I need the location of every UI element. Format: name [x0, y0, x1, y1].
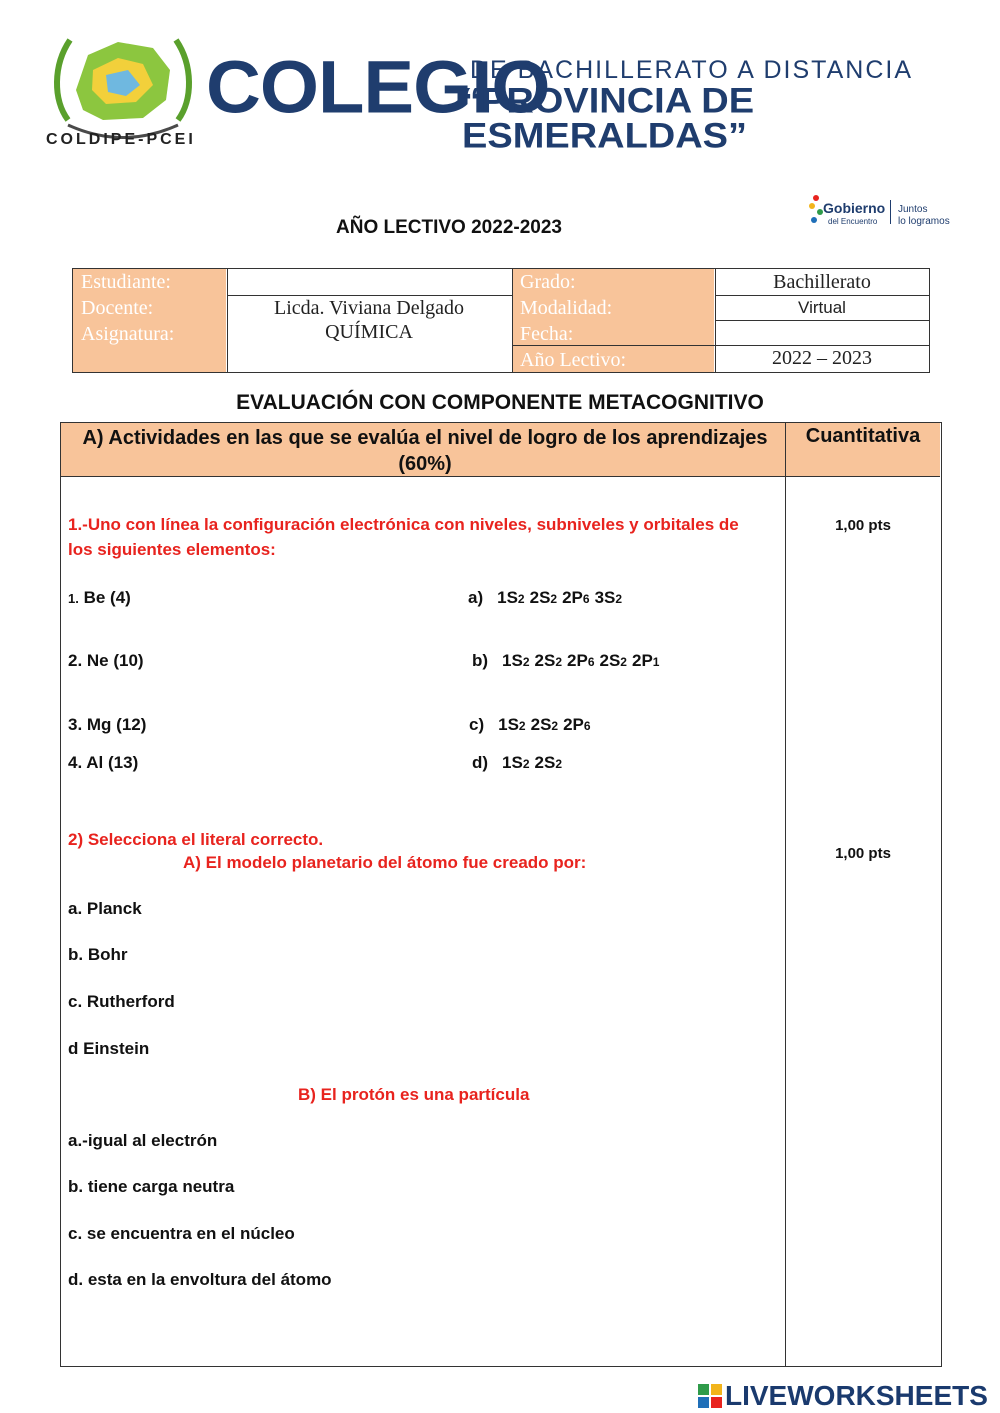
- q1-option-d[interactable]: [472, 753, 567, 773]
- label-grado: Grado:: [520, 271, 576, 293]
- q1-points: 1,00 pts: [835, 517, 891, 534]
- option-letter: b): [472, 651, 489, 670]
- q1-prompt: 1.-Uno con línea la configuración electrónica con niveles, subniveles y orbitales de los siguientes elementos:: [68, 515, 739, 559]
- q2-points: 1,00 pts: [835, 845, 891, 862]
- modality-value: Virtual: [798, 298, 846, 317]
- header-score: Cuantitativa: [805, 425, 921, 447]
- label-ano-lectivo: Año Lectivo:: [520, 349, 627, 371]
- orbital-term: 1S2: [502, 753, 530, 772]
- label-asignatura: Asignatura:: [81, 323, 175, 345]
- orbital-term: 2S2: [530, 715, 559, 734]
- q2a-answer-c[interactable]: c. Rutherford: [68, 992, 175, 1011]
- gov-logo-text: Gobierno: [823, 200, 886, 216]
- government-logo: [808, 190, 958, 232]
- orbital-term: 3S2: [594, 588, 623, 607]
- q2-sub-b: B) El protón es una partícula: [298, 1085, 530, 1104]
- option-letter: a): [468, 588, 484, 607]
- logo-caption: COLDIPE-PCEI: [46, 131, 196, 148]
- gov-logo-sub: del Encuentro: [828, 217, 878, 226]
- evaluation-title: EVALUACIÓN CON COMPONENTE METACOGNITIVO: [236, 391, 764, 414]
- school-subtitle: DE BACHILLERATO A DISTANCIA: [470, 56, 914, 84]
- subject-value: QUÍMICA: [325, 321, 413, 343]
- q2b-answer-b[interactable]: b. tiene carga neutra: [68, 1177, 235, 1196]
- orbital-term: 2S2: [534, 651, 563, 670]
- gov-star-icon: [808, 192, 824, 226]
- q1-option-b[interactable]: [472, 651, 664, 671]
- q1-element-3[interactable]: 3. Mg (12): [68, 715, 147, 734]
- label-docente: Docente:: [81, 297, 154, 319]
- student-info-table: [72, 268, 930, 373]
- q2b-answer-d[interactable]: d. esta en la envoltura del átomo: [68, 1270, 332, 1289]
- left-labels-cell: [73, 269, 226, 372]
- q1-option-a[interactable]: [468, 588, 627, 608]
- label-fecha: Fecha:: [520, 323, 574, 345]
- orbital-term: 1S2: [497, 588, 525, 607]
- gov-slogan-2: lo logramos: [898, 216, 950, 227]
- teacher-value: Licda. Viviana Delgado: [273, 297, 465, 319]
- q1-element-2[interactable]: 2. Ne (10): [68, 651, 144, 670]
- orbital-term: 2S2: [599, 651, 627, 670]
- orbital-term: 1S2: [502, 651, 530, 670]
- q1-option-c[interactable]: [469, 715, 596, 735]
- orbital-term: 2S2: [529, 588, 558, 607]
- q2-sub-a: A) El modelo planetario del átomo fue creado por:: [183, 853, 587, 872]
- school-year-title: AÑO LECTIVO 2022-2023: [336, 217, 562, 238]
- label-estudiante: Estudiante:: [81, 271, 171, 293]
- q2a-answer-b[interactable]: b. Bohr: [68, 945, 128, 964]
- q1-element-4[interactable]: 4. Al (13): [68, 753, 139, 772]
- header-activities: A) Actividades en las que se evalúa el nivel de logro de los aprendizajes (60%): [82, 427, 768, 475]
- liveworksheets-logo: [698, 1380, 988, 1412]
- school-year-value: 2022 – 2023: [772, 347, 872, 369]
- grade-value: Bachillerato: [773, 271, 871, 293]
- q2b-answer-c[interactable]: c. se encuentra en el núcleo: [68, 1224, 295, 1243]
- option-letter: d): [472, 753, 489, 772]
- school-title-colegio: COLEGIO: [206, 45, 550, 130]
- orbital-term: 2P1: [631, 651, 660, 670]
- label-modalidad: Modalidad:: [520, 297, 613, 319]
- q2a-answer-d[interactable]: d Einstein: [68, 1039, 150, 1058]
- liveworksheets-icon: [698, 1384, 722, 1408]
- option-letter: c): [469, 715, 485, 734]
- q2a-answer-a[interactable]: a. Planck: [68, 899, 142, 918]
- orbital-term: 1S2: [498, 715, 526, 734]
- q1-element-1[interactable]: 1. Be (4): [68, 588, 131, 607]
- q2-prompt: 2) Selecciona el literal correcto.: [68, 830, 324, 849]
- orbital-term: 2S2: [534, 753, 563, 772]
- school-name: “PROVINCIA DE ESMERALDAS”: [462, 82, 755, 156]
- right-labels-cell: [512, 269, 714, 372]
- orbital-term: 2P6: [562, 588, 590, 607]
- orbital-term: 2P6: [563, 715, 591, 734]
- gov-slogan-1: Juntos: [898, 204, 928, 215]
- liveworksheets-text: LIVEWORKSHEETS: [725, 1380, 988, 1411]
- orbital-term: 2P6: [567, 651, 595, 670]
- q2b-answer-a[interactable]: a.-igual al electrón: [68, 1131, 218, 1150]
